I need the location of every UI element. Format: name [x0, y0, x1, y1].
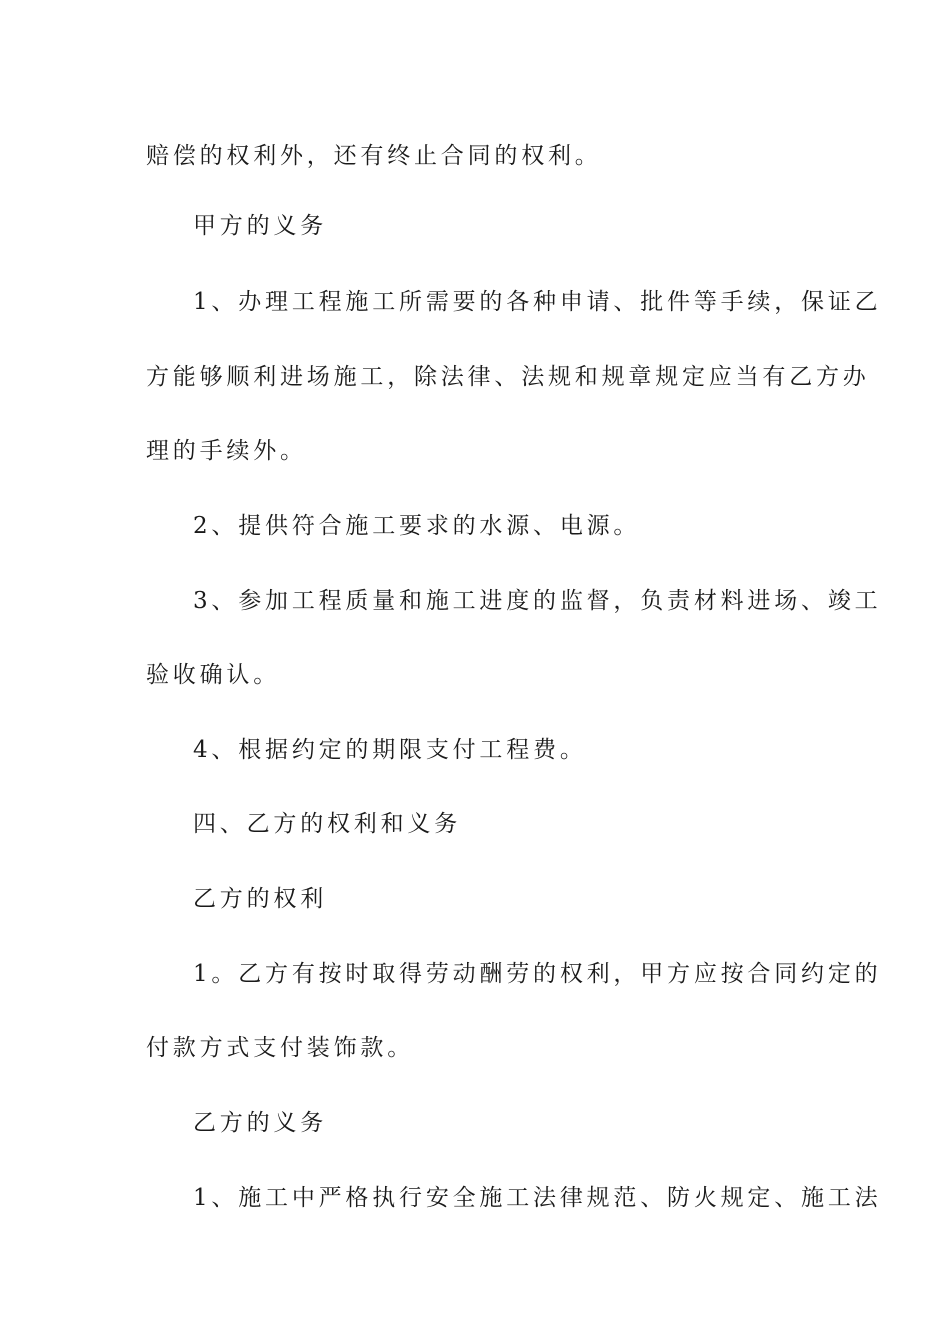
paragraph-line: 赔偿的权利外，还有终止合同的权利。: [146, 143, 602, 169]
paragraph-line: 验收确认。: [146, 662, 280, 688]
section-heading: 四、乙方的权利和义务: [193, 811, 461, 837]
paragraph-line: 1、施工中严格执行安全施工法律规范、防火规定、施工法: [193, 1185, 882, 1211]
paragraph-line: 方能够顺利进场施工，除法律、法规和规章规定应当有乙方办: [146, 364, 870, 390]
paragraph-line: 1。乙方有按时取得劳动酬劳的权利，甲方应按合同约定的: [193, 961, 882, 987]
paragraph-line: 付款方式支付装饰款。: [146, 1035, 414, 1061]
paragraph-line: 1、办理工程施工所需要的各种申请、批件等手续，保证乙: [193, 289, 882, 315]
section-heading: 甲方的义务: [193, 213, 327, 239]
paragraph-line: 2、提供符合施工要求的水源、电源。: [193, 513, 641, 539]
paragraph-line: 理的手续外。: [146, 438, 307, 464]
paragraph-line: 4、根据约定的期限支付工程费。: [193, 737, 587, 763]
paragraph-line: 3、参加工程质量和施工进度的监督，负责材料进场、竣工: [193, 588, 882, 614]
section-heading: 乙方的权利: [193, 886, 327, 912]
section-heading: 乙方的义务: [193, 1110, 327, 1136]
